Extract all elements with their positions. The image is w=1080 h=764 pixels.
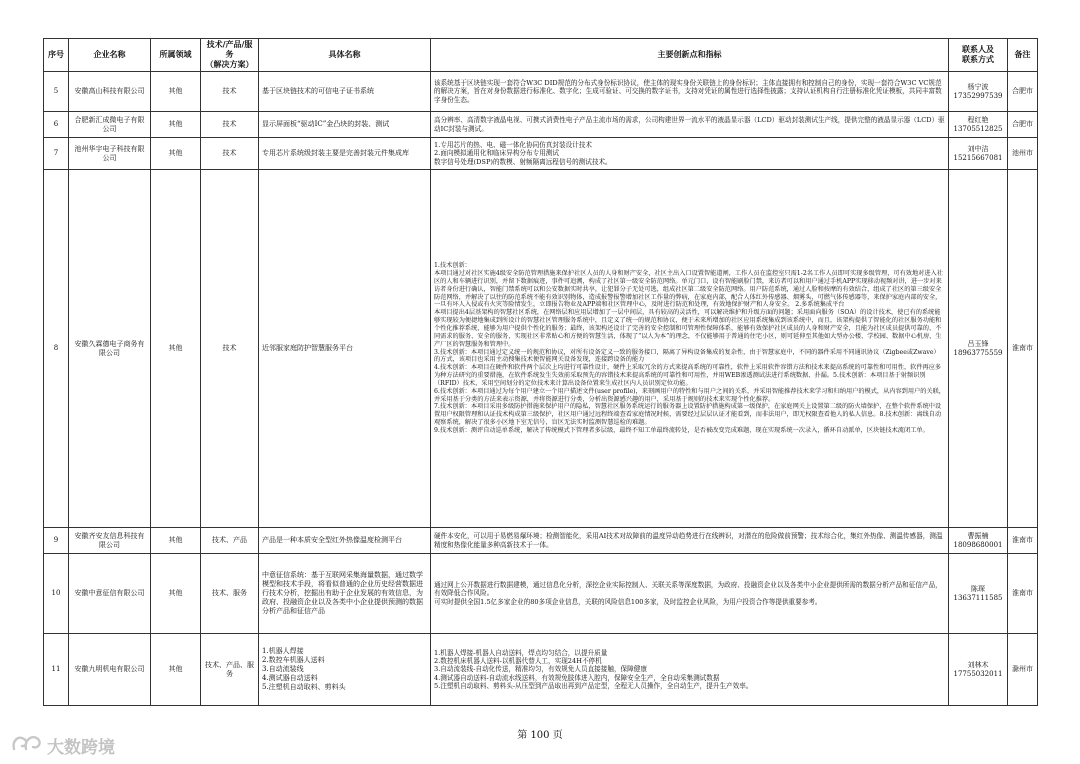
row-contact: 陈琛 13637111585	[949, 554, 1008, 634]
row-note: 淮南市	[1008, 554, 1038, 634]
row-note: 合肥市	[1008, 72, 1038, 112]
row-field: 其他	[151, 138, 201, 170]
table-row	[44, 170, 1038, 528]
row-note: 池州市	[1008, 138, 1038, 170]
row-field: 其他	[151, 112, 201, 138]
row-contact: 吕玉锋 18963775559	[949, 170, 1008, 528]
page-number: 第 100 页	[517, 730, 563, 741]
row-name: 基于区块链技术的可信电子证书系统	[259, 72, 431, 112]
row-field: 其他	[151, 528, 201, 554]
row-index: 6	[44, 112, 69, 138]
row-type: 技术、产品、服务	[201, 634, 259, 706]
row-type: 技术	[201, 112, 259, 138]
row-innovation: 1.机器人焊接-机器人自动送料，焊点均匀结合，以提升质量 2.数控机床机器人送料-以机器代替人工，实现24H不停机 3.自动流装线-自动化传送，精准均匀，有效规免人员直接接触，保障健康 4.测试器自动送料-自动流水线送料，有效规免肢体进入腔内，保障安全生产，全自动采集测试数据 5.注塑机自动取料、剪料头-从压型到产品取出再到产品定型，全程无人员操作，全自动生产，提升生产效率。	[431, 634, 949, 706]
header-contact: 联系人及 联系方式	[949, 39, 1008, 72]
row-index: 8	[44, 170, 69, 528]
row-contact: 曹振楠 18098680001	[949, 528, 1008, 554]
row-field: 其他	[151, 634, 201, 706]
row-name: 专用芯片系统级封装主要是完善封装元件集成库	[259, 138, 431, 170]
row-index: 10	[44, 554, 69, 634]
row-innovation: 该系统基于区块链实现一套符合W3C DID规范的分布式身份标识协议，使主体的现实身份关联链上的身份标识；主体直接拥有和控制自己的身份，实现一套符合W3C VC规范的解决方案，旨在对身份数据进行标准化、数字化；生成可验证、可交换的数字证书，支持对凭证的属性进行选择性披露；支持认证机构自行注册标准化凭证模板，共同丰富数字身份生态。	[431, 72, 949, 112]
row-innovation: 1.专用芯片的热、电、磁一体化协同仿真封装设计技术 2.面向模拟通用化和临床异构分布专用测试 数字信号处理(DSP)的数模、射频隔离远程信号的测试技术。	[431, 138, 949, 170]
watermark-logo-icon	[10, 731, 44, 760]
row-type: 技术、产品	[201, 528, 259, 554]
row-name: 显示屏面板“驱动IC”金凸块的封装、测试	[259, 112, 431, 138]
row-name: 产品是一种本质安全型红外热像温度检测平台	[259, 528, 431, 554]
row-company: 合肥新汇成微电子有限公司	[69, 112, 151, 138]
header-name: 具体名称	[259, 39, 431, 72]
table-row	[44, 138, 1038, 170]
header-row	[44, 39, 1038, 72]
table-row	[44, 72, 1038, 112]
header-innovation: 主要创新点和指标	[431, 39, 949, 72]
row-contact: 刘林木 17755032011	[949, 634, 1008, 706]
row-company: 安徽九明机电有限公司	[69, 634, 151, 706]
row-type: 技术	[201, 72, 259, 112]
row-innovation: 通过网上公开数据进行数据建模，通过信息化分析，深挖企业实际控制人、关联关系等深度数据，为政府、投融资企业以及各类中小企业提供所需的数据分析产品和征信产品，有效降低合作风险。 可实时提供全国1.5亿多家企业的80多项企业信息，关联的风险信息100多家，及时监控企业风险，为用户投资合作等提供重要参考。	[431, 554, 949, 634]
header-note: 备注	[1008, 39, 1038, 72]
row-innovation: 硬件本安化，可以用于易燃易爆环境；检测智能化，采用AI技术对故障前的温度异动趋势进行在线辨识，对潜在的危险做前预警；技术综合化，集红外热像、测温传感器，测温精度和热像化能量多种高新技术于一体。	[431, 528, 949, 554]
header-index: 序号	[44, 39, 69, 72]
row-field: 其他	[151, 554, 201, 634]
row-note: 淮南市	[1008, 528, 1038, 554]
row-type: 技术	[201, 170, 259, 528]
row-contact: 刘中洁 15215667081	[949, 138, 1008, 170]
row-type: 技术	[201, 138, 259, 170]
row-name: 1.机器人焊接 2.数控车机器人送料 3.自动流装线 4.测试器自动送料 5.注塑机自动取料、剪料头	[259, 634, 431, 706]
row-name: 近邻服家庭防护智慧服务平台	[259, 170, 431, 528]
row-index: 5	[44, 72, 69, 112]
row-type: 技术、服务	[201, 554, 259, 634]
header-field: 所属领域	[151, 39, 201, 72]
row-index: 9	[44, 528, 69, 554]
row-company: 安徽齐安友信息科技有限公司	[69, 528, 151, 554]
table-row	[44, 634, 1038, 706]
row-field: 其他	[151, 72, 201, 112]
row-company: 安徽中意征信有限公司	[69, 554, 151, 634]
header-type: 技术/产品/服务 （解决方案）	[201, 39, 259, 72]
row-innovation: 高分辨率、高清数字液晶电视、可携式消费性电子产品主流市场的需求，公司构建世界一流水平的液晶显示器（LCD）驱动封装测试生产线，提供完整的液晶显示器（LCD）驱动IC封装与测试。	[431, 112, 949, 138]
table-row	[44, 112, 1038, 138]
table-row	[44, 528, 1038, 554]
row-contact: 杨宁波 17352997539	[949, 72, 1008, 112]
row-name: 中意征信系统：基于互联网采集海量数据，通过数学模型和技术手段，将看似普通的企业历史经营数据进行技术分析，挖掘出有助于企业发展的有效信息，为政府、投融资企业以及各类中小企业提供预测的数据分析产品和征信产品	[259, 554, 431, 634]
header-company: 企业名称	[69, 39, 151, 72]
watermark-text: 大数跨境	[47, 737, 115, 758]
row-company: 池州华宇电子科技有限公司	[69, 138, 151, 170]
row-field: 其他	[151, 170, 201, 528]
row-company: 安徽久霖德电子商务有限公司	[69, 170, 151, 528]
row-note: 滁州市	[1008, 634, 1038, 706]
row-contact: 程红艳 13705512825	[949, 112, 1008, 138]
data-table	[43, 38, 1038, 706]
row-index: 11	[44, 634, 69, 706]
row-company: 安徽高山科技有限公司	[69, 72, 151, 112]
watermark	[10, 732, 150, 758]
row-note: 合肥市	[1008, 112, 1038, 138]
row-innovation: 1.技术创新： 本项目通过对社区实施4级安全防范管理措施来保护社区人员的人身和财产安全，社区主出入口设置智能道闸，工作人员在监控室只需1-2名工作人员即可实现多级管理，可有效地对进入社区的人和车辆进行识别，并留下数据痕迹，事件可追溯，构成了社区第一级安全防范网络。单元门口，设有智能刷脸门禁，来访者可以和用户通过手机APP实现移动视频对讲，进一步对来访者身份进行确认，智能门禁系统可以和公安数据实时共享，让犯罪分子无处可逃，组成社区第二级安全防范网络。用户防范系统，通过人脸和按摩的有效结合，组成了社区的第三级安全防范网络，并解决了以往的防范系统不能有效识别物体，造成报警报警增加社区工作量的弊病，在家庭内部，配合人体红外传感器、烟雾头、可燃气体传感器等，来保护家庭内部的安全，一旦有坏人入侵或有火灾等险情发生，立即报告物业及APP端和社区管理中心，及时进行防范和处理，有效地保护财产和人身安全。 2.多系统集成平台 本项目提出4层基架构的智慧社区系统，在网络层和应用层增加了一层中间层，具有较高的灵活性，可以解决维护和升级方面的问题；采用面向服务（SOA）的设计技术，使已有的系统能够实现较为便捷地集成到所设计的智慧社区管理服务系统中，且定义了统一的规范和协议，便于未来所增加的社区应用系统集成到该系统中，而且，该架构提供了智能化的社区服务功能和个性化推荐系统，能够为用户提供个性化的服务；最终，该架构还设计了完善的安全控制和可管理性保障体系，能够有效保护社区成员的人身和财产安全，且能为社区成员提供可靠的、不同需求的服务、安全的服务，实现社区非常贴心和方便的智慧生活，体现了“以人为本”的理念，不仅能够用于普通的住宅小区，则可延伸至其他如大型办公楼、学校园、数据中心机房、生产厂区的智慧服务和管理中。 3.技术创新：本项目通过定义统一的规范和协议，对所有设备定义一致的服务接口，隔离了异构设备集成的复杂性，由于智慧家庭中，不同的器件采用不同通讯协议（Zigbee或Zwave）的方式，该项目也采用主动搜集技术便智能网关设备发现，连接跨设备的能力 4.技术创新：本项目在硬件和软件两个层次上均进行可靠性设计，硬件上采取冗余的方式来提高系统的可靠性，软件上采用软件容错方法和技术来提高系统的可靠性和可用性，软件再应多为种方法研究的重要措施，在软件系统发生失效前采取预先的容错技术来提高系统的可靠性和可用性，并用WEB渗透测试法进行系统数据、扑漏。5.技术创新：本项目基于射频识别（RFID）技术，采用空间划分的定位技术来计算出设备位置来生成社区内人员识别定位功能。 6.技术创新：本项目通过为每个用户建立一个用户描述文件(user profile)，来刻画用户的特性和与用户之间的关系，并采用智能推荐技术来学习和归纳用户的模式，从内容到用户的关联，并采用基于分类的方法来表示资源，并将资源进行分类，分析出资源感兴趣的用户，采用基于规则的技术来实现个性化推荐。 7.技术创新：本项目采用多级防护措施来保护用户的隐私，智慧社区服务系统运行的服务器上设置防护措施构成第一级保护，在家庭网关上设置第二级的防火墙保护，在整个软件系统中设置用户权限管理和认证技术构成第三级保护，社区用户通过远程终端查看家庭情况时候，需要经过层层认证才能看到，而非法用户，即无权限查看他人的私人信息。8.技术创新：离线自动观察系统，解决了很多小区地下室无信号，盲区无法实时监测智慧巡检的难题。 9.技术创新：测评自动巡单系统，解决了传统模式下管理者多层级，最终不知工单最终流转处，是否被改变完成难题，现在实现系统一次录入，循环自动派单，区块链技术流闭工单。	[431, 170, 949, 528]
row-index: 7	[44, 138, 69, 170]
row-note: 淮南市	[1008, 170, 1038, 528]
table-row	[44, 554, 1038, 634]
